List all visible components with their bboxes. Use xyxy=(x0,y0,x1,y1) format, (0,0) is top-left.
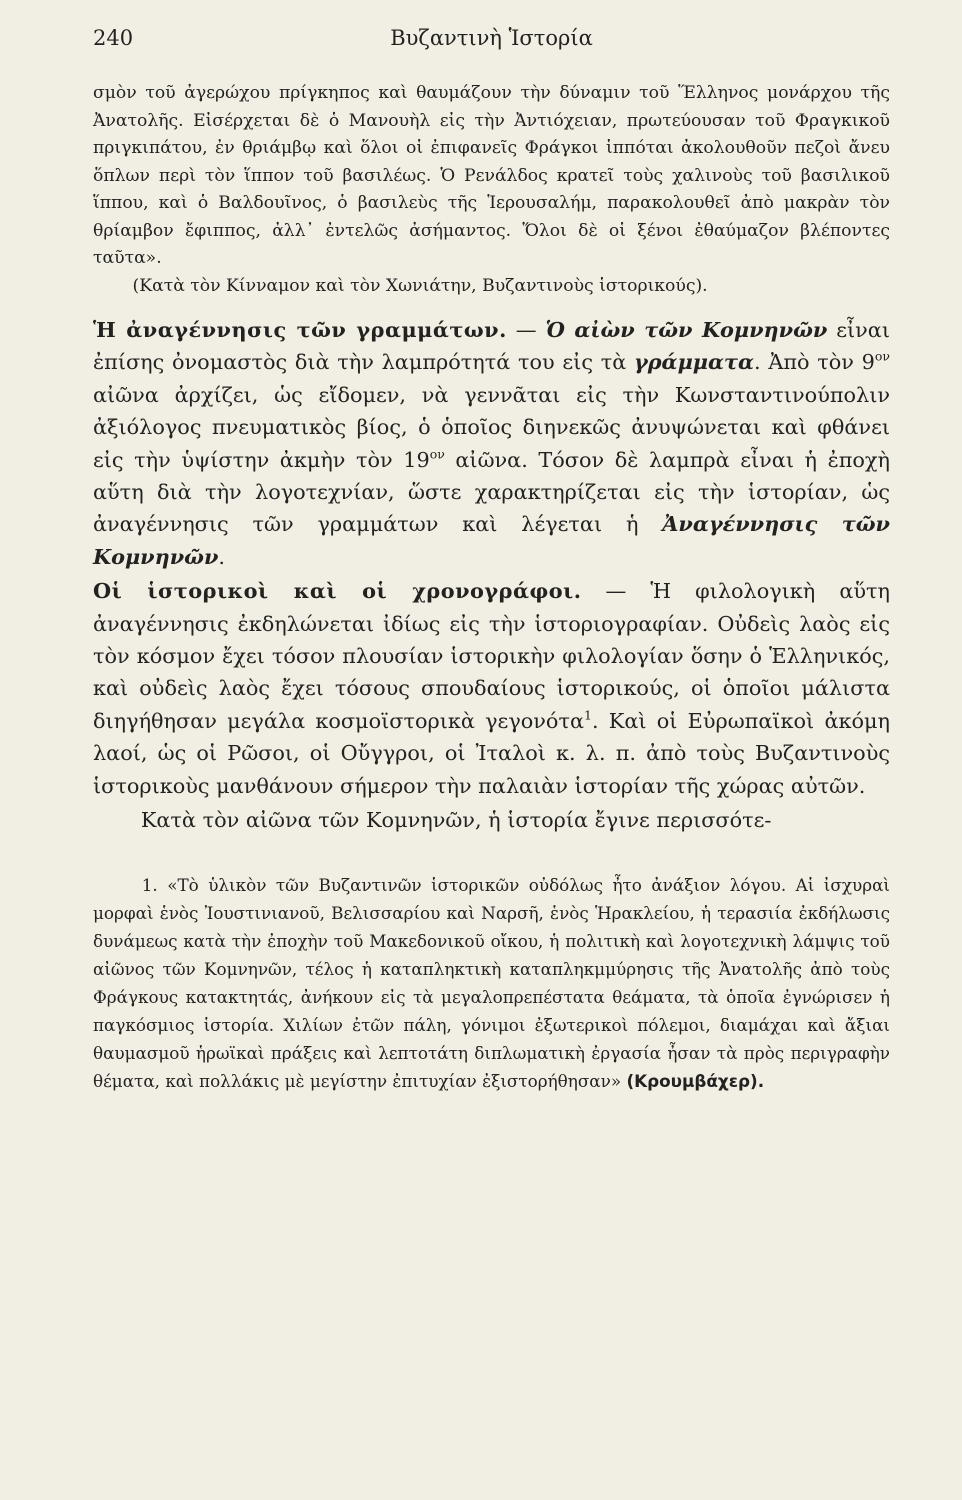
section-historians: Οἱ ἱστορικοὶ καὶ οἱ χρονογράφοι. — Ἡ φιλολογικὴ αὕτη ἀναγέννησις ἐκδηλώνεται ἰδίως εἰς τὴν ἱστοριογραφίαν. Οὐδεὶς λαὸς εἰς τὸν κόσμον ἔχει τόσον πλουσίαν ἱστορικὴν φιλολογίαν ὅσην ὁ Ἑλληνικός, καὶ οὐδεὶς λαὸς ἔχει τόσους σπουδαίους ἱστορικούς, οἱ ὁποῖοι μάλιστα διηγήθησαν μεγάλα κοσμοϊστορικὰ γεγονότα$^1$. Καὶ οἱ Εὐρωπαϊκοὶ ἀκόμη λαοί, ὡς οἱ Ρῶσοι, οἱ Οὔγγροι, οἱ Ἰταλοὶ κ. λ. π. ἀπὸ τοὺς Βυζαντινοὺς ἱστορικοὺς μανθάνουν σήμερον τὴν παλαιὰν ἱστορίαν τῆς χώρας αὐτῶν. xyxy=(93,578,890,798)
footnote-number: 1. xyxy=(141,874,158,895)
section-heading-historians: Οἱ ἱστορικοὶ καὶ οἱ χρονογράφοι. xyxy=(93,578,582,604)
footnote-author: (Κρουμβάχερ). xyxy=(626,1070,765,1091)
section-heading-renaissance: Ἡ ἀναγέννησις τῶν γραμμάτων. xyxy=(93,317,507,342)
page-number: 240 xyxy=(93,26,134,50)
footnote-reference: 1 xyxy=(584,707,592,723)
section-renaissance: Ἡ ἀναγέννησις τῶν γραμμάτων. — Ὁ αἰὼν τῶν Κομνηνῶν εἶναι ἐπίσης ὀνομαστὸς διὰ τὴν λαμπρότητά του εἰς τὰ γράμματα. Ἀπὸ τὸν $9^{o\nu}$ αἰῶνα ἀρχίζει, ὡς εἴδομεν, νὰ γεννᾶται εἰς τὴν Κωνσταντινούπολιν ἀξιόλογος πνευματικὸς βίος, ὁ ὁποῖος διηνεκῶς ἀνυψώνεται καὶ φθάνει εἰς τὴν ὑψίστην ἀκμὴν τὸν $19^{o\nu}$ αἰῶνα. Τόσον δὲ λαμπρὰ εἶναι ἡ ἐποχὴ αὕτη διὰ τὴν λογοτεχνίαν, ὥστε χαρακτηρίζεται εἰς τὴν ἱστορίαν, ὡς ἀναγέννησις τῶν γραμμάτων καὶ λέγεται ἡ Ἀναγέννησις τῶν Κομνηνῶν. xyxy=(93,317,891,569)
page-header xyxy=(93,18,890,58)
footnotes xyxy=(93,871,890,1095)
quote-source: (Κατὰ τὸν Κίνναμον καὶ τὸν Χωνιάτην, Βυζαντινοὺς ἱστορικούς). xyxy=(132,275,708,296)
running-title: Βυζαντινὴ Ἱστορία xyxy=(390,26,593,50)
footnote-1: 1. «Τὸ ὑλικὸν τῶν Βυζαντινῶν ἱστορικῶν οὐδόλως ἦτο ἀνάξιον λόγου. Αἱ ἰσχυραὶ μορφαὶ ἑνὸς Ἰουστινιανοῦ, Βελισσαρίου καὶ Ναρσῆ, ἑνὸς Ἡρακλείου, ἡ τερασιία ἐκδήλωσις δυνάμεως κατὰ τὴν ἐποχὴν τοῦ Μακεδονικοῦ οἴκου, ἡ πολιτικὴ καὶ λογοτεχνικὴ λάμψις τοῦ αἰῶνος τῶν Κομνηνῶν, τέλος ἡ καταπληκτικὴ καταπληκμμύρησις τῆς Ἀνατολῆς ἀπὸ τοὺς Φράγκους κατακτητάς, ἀνήκουν εἰς τὰ μεγαλοπρεπέστατα θεάματα, τὰ ὁποῖα ἐγνώρισεν ἡ παγκόσμιος ἱστορία. Χιλίων ἐτῶν πάλη, γόνιμοι ἐξωτερικοὶ πόλεμοι, διαμάχαι καὶ ἄξιαι θαυμασμοῦ ἡρωϊκαὶ πράξεις καὶ λεπτοτάτη διπλωματικὴ ἐργασία ἦσαν τὰ πρὸς περιγραφὴν θέματα, καὶ πολλάκις μὲ μεγίστην ἐπιτυχίαν ἐξιστορήθησαν» (Κρουμβάχερ). xyxy=(93,874,890,1091)
italic-title: Ἀναγέννησις τῶν Κομνηνῶν xyxy=(93,511,890,569)
closing-line: Κατὰ τὸν αἰῶνα τῶν Κομνηνῶν, ἡ ἱστορία ἔγινε περισσότε- xyxy=(140,808,772,833)
quote-paragraph: σμὸν τοῦ ἀγερώχου πρίγκηπος καὶ θαυμάζουν τὴν δύναμιν τοῦ Ἕλληνος μονάρχου τῆς Ἀνατολῆς. Εἰσέρχεται δὲ ὁ Μανουὴλ εἰς τὴν Ἀντιόχειαν, πρωτεύουσαν τοῦ Φραγκικοῦ πριγκιπάτου, ἐν θριάμβῳ καὶ ὅλοι οἱ ἐπιφανεῖς Φράγκοι ἱππόται ἀκολουθοῦν πεζοὶ ἄνευ ὅπλων περὶ τὸν ἵππον τοῦ βασιλέως. Ὁ Ρενάλδος κρατεῖ τοὺς χαλινοὺς τοῦ βασιλικοῦ ἵππου, καὶ ὁ Βαλδουῖνος, ὁ βασιλεὺς τῆς Ἱερουσαλήμ, παρακολουθεῖ ἀπὸ μακρὰν τὸν θρίαμβον ἔφιππος, ἀλλ᾽ ἐντελῶς ἀσήμαντος. Ὅλοι δὲ οἱ ξένοι ἐθαύμαζον βλέποντες ταῦτα». xyxy=(93,83,890,268)
main-text xyxy=(93,314,890,837)
italic-phrase: Ὁ αἰὼν τῶν Κομνηνῶν xyxy=(545,317,828,342)
italic-word: γράμματα xyxy=(634,349,755,375)
book-page xyxy=(93,18,890,1095)
quoted-passage xyxy=(93,80,890,300)
